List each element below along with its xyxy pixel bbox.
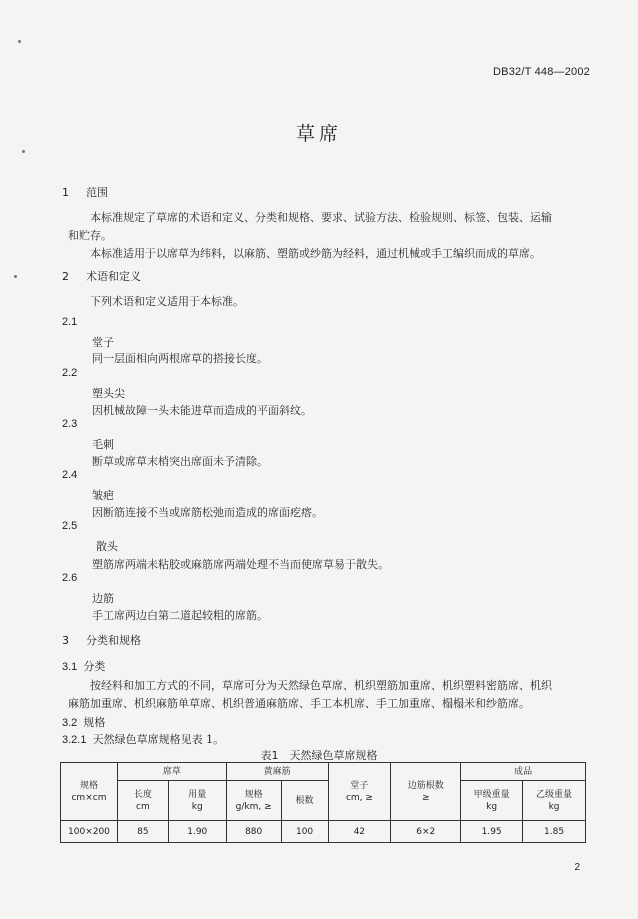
header-product: 成品 (461, 763, 586, 781)
header-spec-unit: cm×cm (71, 792, 107, 803)
header-edge-unit: ≥ (422, 792, 430, 803)
document-title: 草席 (295, 123, 342, 145)
clause-number: 2.2 (62, 367, 78, 379)
clause-title: 分类 (83, 660, 106, 673)
cell-grade-b: 1.85 (523, 821, 586, 843)
standard-code: DB32/T 448—2002 (493, 66, 590, 78)
clause-number: 2.5 (62, 520, 78, 532)
section-title: 范围 (86, 186, 108, 199)
term-name: 毛刺 (92, 438, 114, 451)
header-jute-spec-unit: g/km, ≥ (235, 801, 272, 812)
section-number: 1 (62, 186, 69, 199)
term-definition: 手工席两边白第二道起较粗的席筋。 (92, 609, 268, 622)
cell-length: 85 (117, 821, 168, 843)
terms-intro: 下列术语和定义适用于本标准。 (90, 295, 244, 308)
term-name: 皱疤 (92, 489, 114, 502)
clause-number: 2.1 (62, 316, 78, 328)
header-grade-b-unit: kg (548, 801, 560, 812)
header-spec (61, 763, 118, 821)
term-name: 边筋 (92, 592, 114, 605)
header-jute-spec-label: 规格 (244, 789, 263, 800)
clause-number: 3.2.1 (62, 734, 87, 746)
section-number: 3 (62, 634, 69, 647)
header-usage-unit: kg (191, 801, 203, 812)
header-grade-a-label: 甲级重量 (473, 789, 510, 800)
header-cord-count: 根数 (281, 781, 328, 821)
scan-speck (22, 150, 25, 153)
clause-number: 2.3 (62, 418, 78, 430)
header-length (117, 781, 168, 821)
header-spec-label: 规格 (79, 780, 98, 791)
term-name: 塑头尖 (92, 387, 125, 400)
header-overlap-unit: cm, ≥ (345, 792, 373, 803)
table-row (61, 821, 586, 843)
clause-number: 3.1 (62, 661, 78, 673)
cell-cord-count: 100 (281, 821, 328, 843)
clause-title: 规格 (83, 716, 106, 729)
cell-grade-a: 1.95 (461, 821, 523, 843)
scope-paragraph-2: 本标准适用于以席草为纬料，以麻筋、塑筋或纱筋为经料，通过机械或手工编织而成的草席。 (90, 247, 541, 260)
term-definition: 因机械故障一头未能进草而造成的平面斜纹。 (92, 404, 312, 417)
classification-line-2: 麻筋加重席、机织麻筋单草席、机织普通麻筋席、手工本机席、手工加重席、榻榻米和纱筋席。 (68, 697, 530, 710)
cell-edge-cords: 6×2 (391, 821, 461, 843)
section-title: 分类和规格 (86, 634, 141, 647)
clause-heading-3-1 (62, 658, 105, 674)
section-title: 术语和定义 (86, 270, 141, 283)
section-heading-scope (62, 184, 108, 200)
cell-usage: 1.90 (168, 821, 226, 843)
section-number: 2 (62, 270, 69, 283)
header-grade-b-label: 乙级重量 (536, 789, 573, 800)
clause-number: 3.2 (62, 717, 78, 729)
header-grade-a-unit: kg (486, 801, 498, 812)
header-grade-a (461, 781, 523, 821)
header-usage (168, 781, 226, 821)
header-grade-b (523, 781, 586, 821)
section-heading-classification (62, 632, 141, 648)
header-edge-cords (391, 763, 461, 821)
scope-paragraph-1-line-2: 和贮存。 (68, 229, 112, 242)
spec-table (60, 762, 586, 843)
term-definition: 塑筋席两端未粘胶或麻筋席两端处理不当而使席草易于散失。 (92, 558, 389, 571)
cell-spec: 100×200 (61, 821, 118, 843)
header-jute-spec (226, 781, 281, 821)
page-number: 2 (574, 862, 580, 873)
scan-speck (14, 275, 17, 278)
header-jute-cord: 黄麻筋 (226, 763, 328, 781)
header-overlap-label: 堂子 (350, 780, 369, 791)
clause-heading-3-2-1 (62, 731, 224, 747)
clause-heading-3-2 (62, 714, 105, 730)
header-edge-label: 边筋根数 (407, 780, 444, 791)
header-length-label: 长度 (133, 789, 152, 800)
clause-number: 2.4 (62, 469, 78, 481)
table-caption: 表1 天然绿色草席规格 (260, 749, 378, 762)
term-definition: 同一层面相向两根席草的搭接长度。 (92, 352, 268, 365)
scan-speck (18, 40, 21, 43)
header-usage-label: 用量 (188, 789, 207, 800)
term-definition: 断草或席草末梢突出席面未予清除。 (92, 455, 268, 468)
scope-paragraph-1-line-1: 本标准规定了草席的术语和定义、分类和规格、要求、试验方法、检验规则、标签、包装、运输 (90, 211, 552, 224)
term-name: 堂子 (92, 336, 114, 349)
cell-overlap: 42 (328, 821, 391, 843)
term-definition: 因断筋连接不当或席筋松弛而造成的席面疙瘩。 (92, 506, 323, 519)
header-overlap (328, 763, 391, 821)
header-rush: 席草 (117, 763, 226, 781)
clause-number: 2.6 (62, 572, 78, 584)
clause-text: 天然绿色草席规格见表 1。 (92, 733, 225, 746)
section-heading-terms (62, 268, 141, 284)
cell-jute-spec: 880 (226, 821, 281, 843)
term-name: 散头 (96, 540, 118, 553)
classification-line-1: 按经料和加工方式的不同，草席可分为天然绿色草席、机织塑筋加重席、机织塑料密筋席、机织 (90, 679, 552, 692)
header-length-unit: cm (136, 801, 150, 812)
